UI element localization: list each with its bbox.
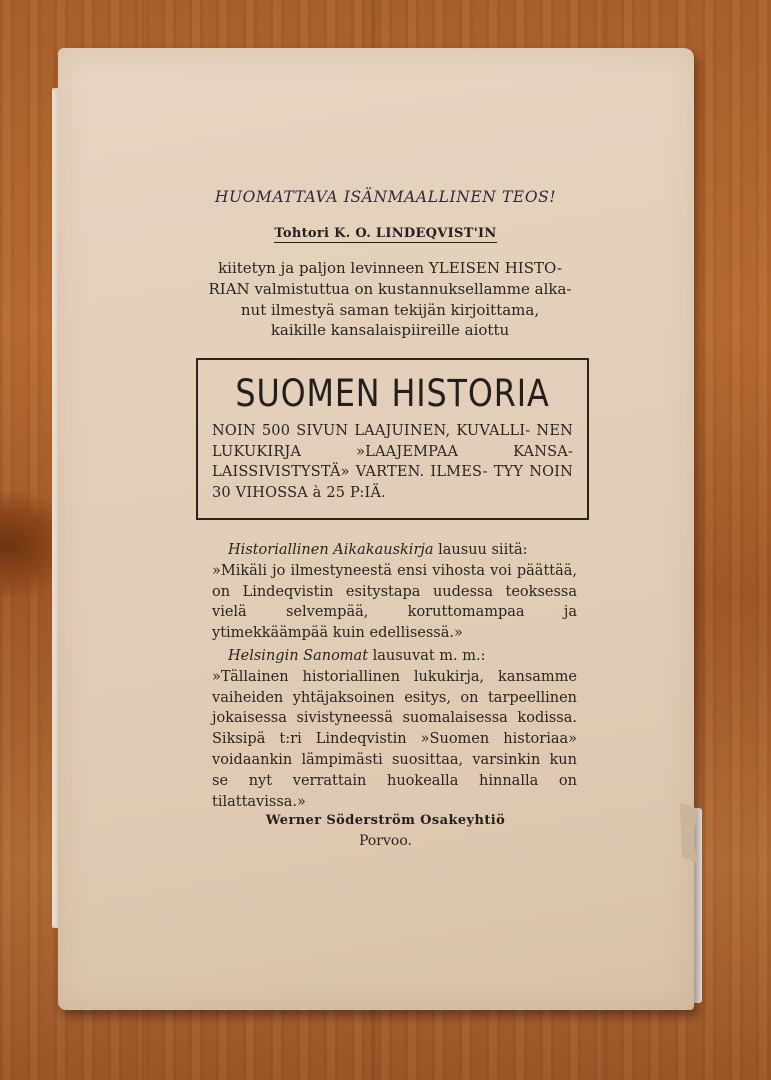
review-text: »Mikäli jo ilmestyneestä ensi vihosta voi päättää, on Lindeqvistin esitystapa uudessa teoksessa vielä selvempää, koruttomampaa ja ytimekkäämpää kuin edellisessä.» bbox=[212, 562, 577, 642]
review-text: »Tällainen historiallinen lukukirja, kansamme vaiheiden yhtäjaksoinen esitys, on tarpeellinen jokaisessa sivistyneessä suomalaisessa kodissa. Siksipä t:ri Lindeqvistin »Suomen historiaa» voidaankin lämpimästi suosittaa, varsinkin kun se nyt verrattain huokealla hinnalla on tilattavissa.» bbox=[212, 668, 577, 810]
title-box bbox=[196, 358, 589, 520]
review-helsingin bbox=[212, 646, 577, 812]
review-intro: lausuu siitä: bbox=[438, 542, 528, 558]
review-source: Helsingin Sanomat bbox=[228, 648, 369, 664]
review-historiallinen bbox=[212, 540, 577, 644]
book-title: SUOMEN HISTORIA bbox=[235, 372, 550, 415]
publisher-name: Werner Söderström Osakeyhtiö bbox=[265, 813, 506, 828]
headline: HUOMATTAVA ISÄNMAALLINEN TEOS! bbox=[214, 188, 557, 206]
author-line bbox=[0, 226, 771, 241]
author-name: Tohtori K. O. LINDEQVIST'IN bbox=[274, 226, 497, 241]
intro-line: RIAN valmistuttua on kustannuksellamme alka- bbox=[208, 279, 572, 298]
intro-line: kaikille kansalaispiireille aiottu bbox=[270, 321, 510, 340]
publisher-city: Porvoo. bbox=[359, 833, 412, 849]
review-intro: lausuvat m. m.: bbox=[372, 648, 486, 664]
intro-line: kiitetyn ja paljon levinneen YLEISEN HISTO- bbox=[218, 259, 562, 277]
intro-paragraph bbox=[200, 258, 580, 341]
intro-line: nut ilmestyä saman tekijän kirjoittama, bbox=[240, 300, 540, 319]
book-subtitle: NOIN 500 SIVUN LAAJUINEN, KUVALLI- NEN LUKUKIRJA »LAAJEMPAA KANSA- LAISSIVISTYSTÄ» VARTEN. ILMES- TYY NOIN 30 VIHOSSA à 25 P:IÄ. bbox=[212, 423, 573, 501]
review-source: Historiallinen Aikakauskirja bbox=[228, 542, 434, 558]
